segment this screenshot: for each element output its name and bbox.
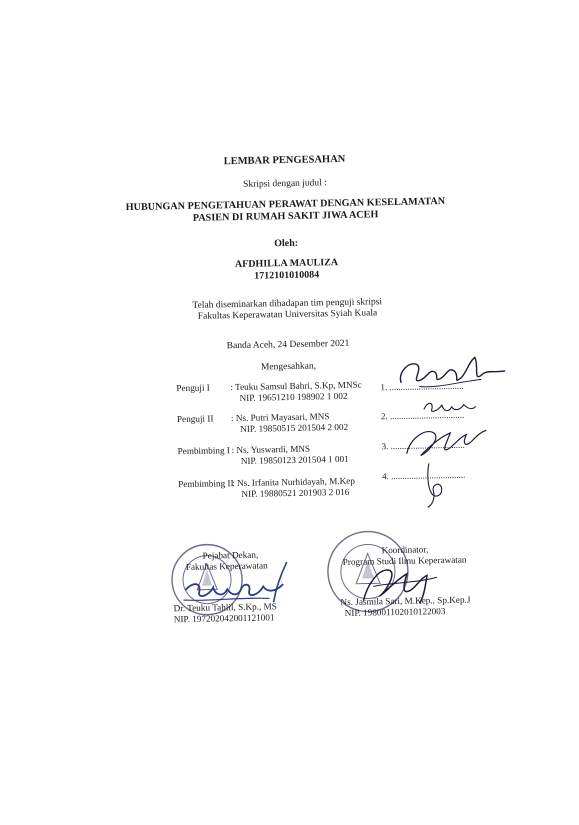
examiner-4-signature [421,459,452,510]
examiner-nip: NIP. 19850515 201504 2 002 [240,421,349,434]
signature-number: 1. [380,382,388,393]
examiner-name: : Ns. Irfanita Nurhidayah, M.Kep [232,475,356,489]
examiner-role: Pembimbing II [178,478,234,490]
examiner-role: Pembimbing I [177,445,230,457]
thesis-intro: Skripsi dengan judul : [243,178,327,190]
examiner-nip: NIP. 19651210 198902 1 002 [239,390,348,403]
coordinator-title1: Koordinator, [381,544,429,556]
thesis-title-line2: PASIEN DI RUMAH SAKIT JIWA ACEH [192,209,379,224]
dean-title2: Fakultas Keperawatan [185,560,268,573]
coordinator-title2: Program Studi Ilmu Keperawatan [342,554,467,568]
coordinator-nip: NIP. 198001102010122003 [344,606,446,618]
dean-name: Dr. Teuku Tahlil, S.Kp., MS [173,601,277,614]
examiner-nip: NIP. 19850123 201504 1 001 [240,453,349,466]
signature-line-1: 1. ................................. [380,380,464,393]
examiner-name: : Teuku Samsul Bahri, S.Kp, MNSc [230,379,362,393]
examiner-nip: NIP. 19880521 201903 2 016 [241,486,350,499]
signature-number: 3. [381,441,389,452]
dean-nip: NIP. 197202042001121001 [173,612,275,625]
examiner-name: : Ns. Yuswardi, MNS [231,443,311,456]
examiner-3-signature [400,422,491,464]
author-id: 1712101010084 [254,269,320,282]
author-label: Oleh: [274,237,299,250]
seminar-line1: Telah diseminarkan dihadapan tim penguji skripsi [192,297,383,311]
coordinator-name: Ns. Jasmila Sari, M.Kep., Sp.Kep.J [340,594,471,608]
dean-title1: Pejabat Dekan, [202,549,259,561]
examiner-1-signature [389,351,510,398]
ratified-label: Mengesahkan, [260,361,317,373]
signature-line-4: 4. ................................. [382,469,466,482]
signature-line-2: 2. ................................. [380,409,465,422]
examiner-role: Penguji I [176,382,210,394]
signature-number: 2. [380,411,388,422]
examiner-2-signature [420,394,480,417]
signature-line-3: 3. ................................. [381,439,465,452]
author-name: AFDHILLA MAULIZA [234,257,339,271]
seminar-line2: Fakultas Keperawatan Universitas Syiah Kuala [197,308,378,322]
examiner-role: Penguji II [176,413,214,425]
place-date: Banda Aceh, 24 Desember 2021 [226,338,350,352]
thesis-title-line1: HUBUNGAN PENGETAHUAN PERAWAT DENGAN KESELAMATAN [125,195,446,214]
signature-number: 4. [382,471,389,482]
examiner-name: : Ns. Putri Mayasari, MNS [230,411,330,424]
document-heading: LEMBAR PENGESAHAN [223,153,346,168]
